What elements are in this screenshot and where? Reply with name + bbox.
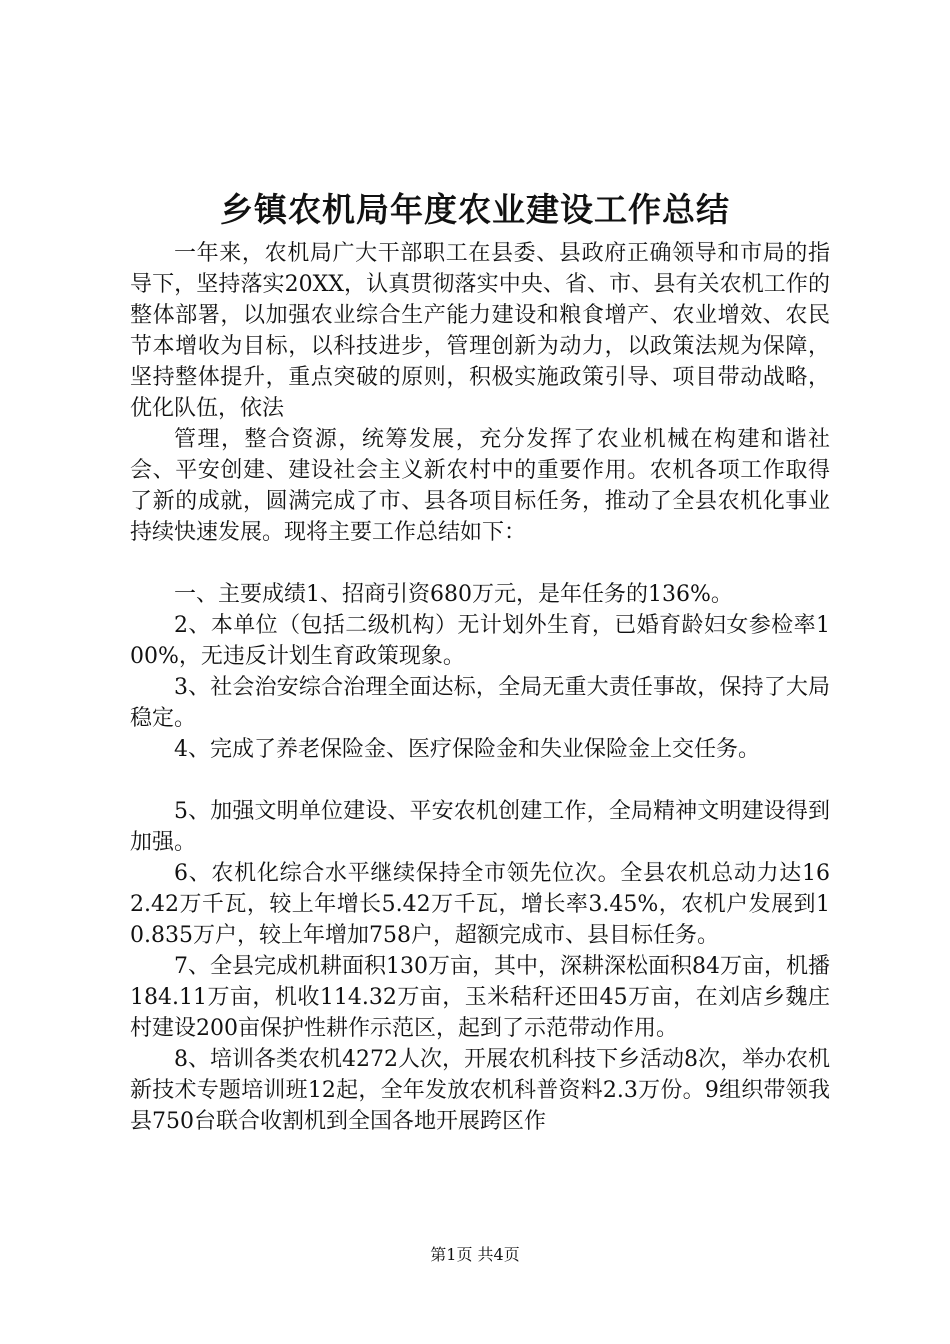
paragraph-achievement-1: 一、主要成绩1、招商引资680万元，是年任务的136%。: [174, 582, 733, 607]
paragraph-achievement-7: 7、全县完成机耕面积130万亩，其中，深耕深松面积84万亩，机播184.11万亩，机收114.32万亩，玉米秸秆还田45万亩，在刘店乡魏庄村建设200亩保护性耕作示范区，起到了示范带动作用。: [130, 954, 830, 1041]
paragraph-gap: [130, 548, 830, 579]
paragraph-achievement-5: 5、加强文明单位建设、平安农机创建工作，全局精神文明建设得到加强。: [130, 799, 830, 855]
paragraph-achievement-6: 6、农机化综合水平继续保持全市领先位次。全县农机总动力达162.42万千瓦，较上年增长5.42万千瓦，增长率3.45%，农机户发展到10.835万户，较上年增加758户，超额完成市、县目标任务。: [130, 861, 830, 948]
paragraph-gap: [130, 765, 830, 796]
document-title: 乡镇农机局年度农业建设工作总结: [220, 190, 730, 229]
paragraph-achievement-3: 3、社会治安综合治理全面达标，全局无重大责任事故，保持了大局稳定。: [130, 675, 830, 731]
paragraph-achievement-2: 2、本单位（包括二级机构）无计划外生育，已婚育龄妇女参检率100%，无违反计划生育政策现象。: [130, 613, 830, 669]
paragraph-intro: 一年来，农机局广大干部职工在县委、县政府正确领导和市局的指导下，坚持落实20XX，认真贯彻落实中央、省、市、县有关农机工作的整体部署，以加强农业综合生产能力建设和粮食增产、农业增效、农民节本增收为目标，以科技进步，管理创新为动力，以政策法规为保障，坚持整体提升，重点突破的原则，积极实施政策引导、项目带动战略，优化队伍，依法: [130, 241, 830, 421]
paragraph-intro-continued: 管理，整合资源，统筹发展，充分发挥了农业机械在构建和谐社会、平安创建、建设社会主义新农村中的重要作用。农机各项工作取得了新的成就，圆满完成了市、县各项目标任务，推动了全县农机化事业持续快速发展。现将主要工作总结如下：: [130, 427, 830, 545]
paragraph-achievement-4: 4、完成了养老保险金、医疗保险金和失业保险金上交任务。: [174, 737, 760, 762]
page-footer: 第1页 共4页: [430, 1245, 520, 1264]
document-body: [130, 238, 830, 1137]
paragraph-achievement-8: 8、培训各类农机4272人次，开展农机科技下乡活动8次，举办农机新技术专题培训班12起，全年发放农机科普资料2.3万份。9组织带领我县750台联合收割机到全国各地开展跨区作: [130, 1047, 830, 1134]
